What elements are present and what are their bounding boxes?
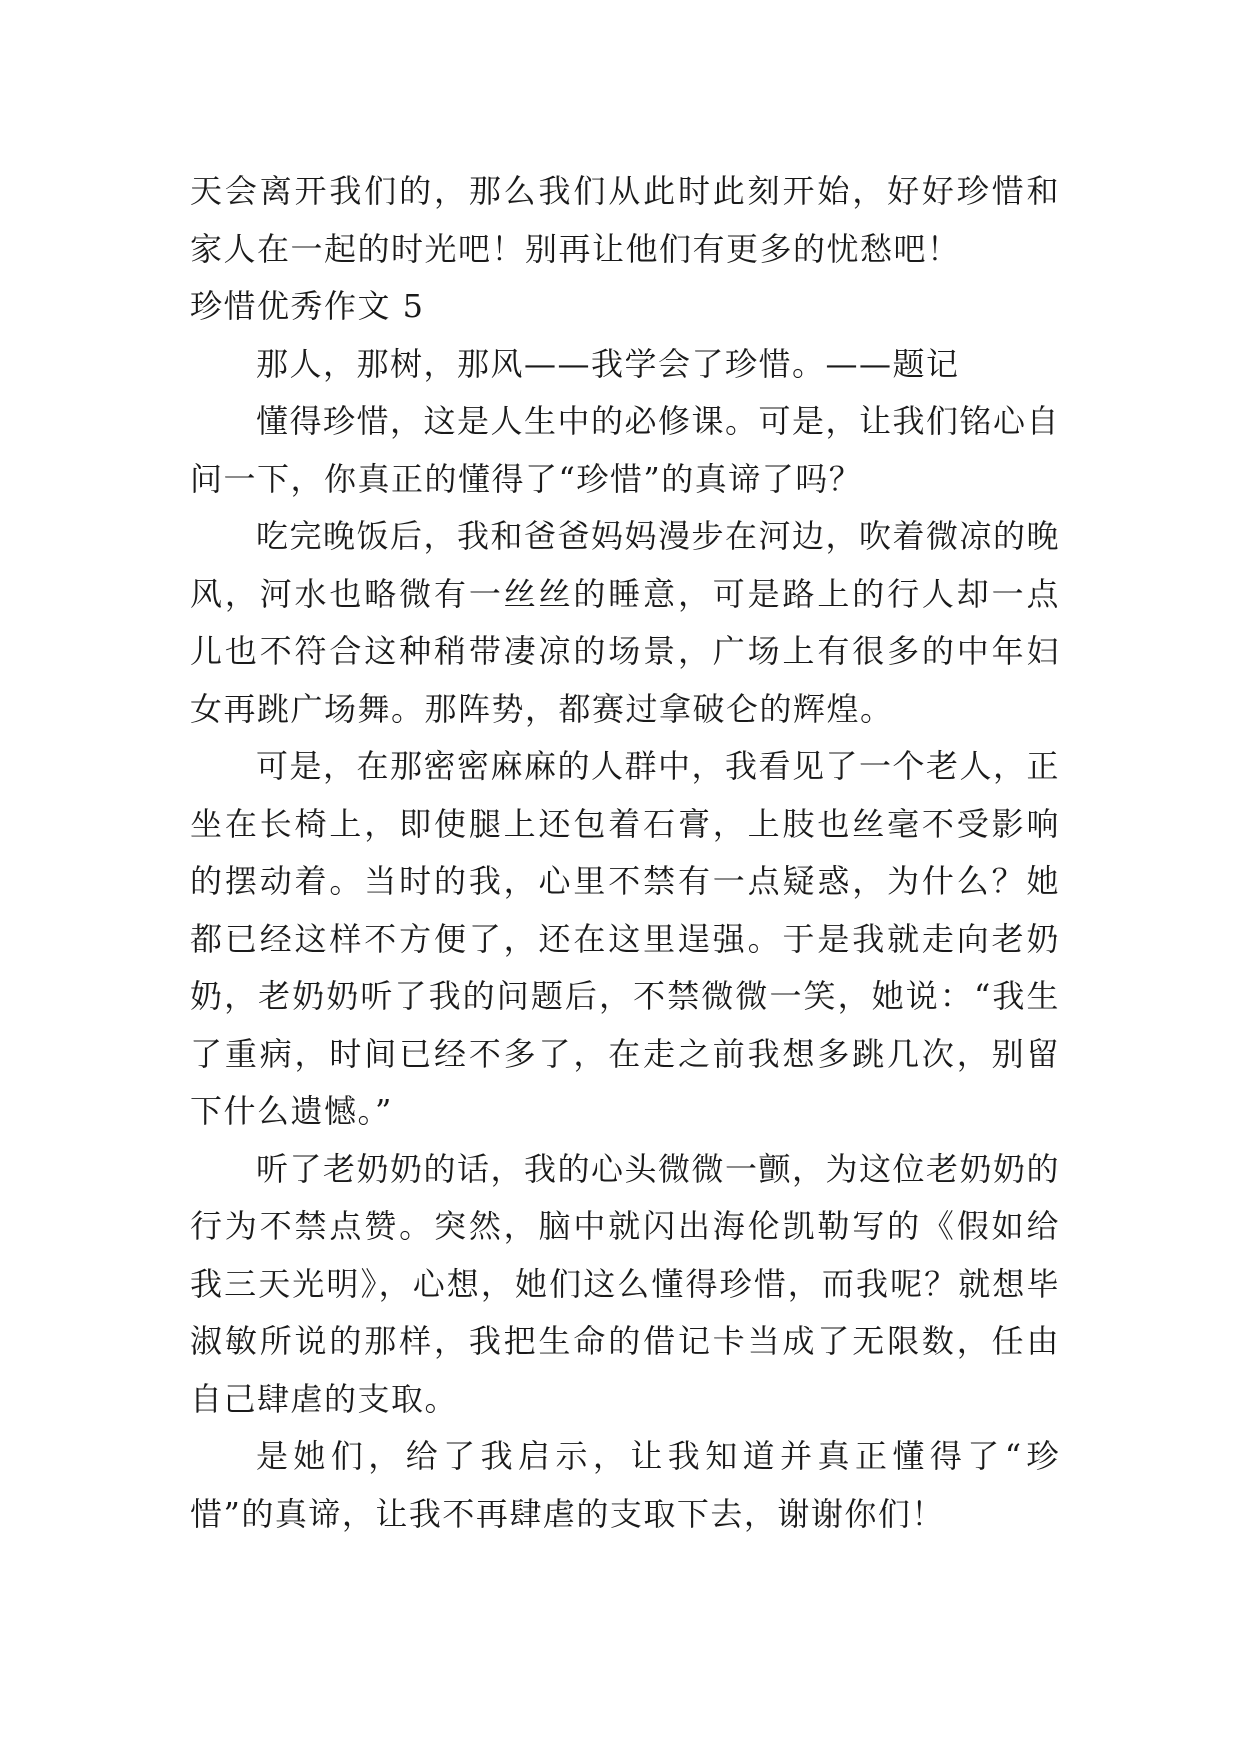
- section-heading: 珍惜优秀作文 5: [190, 287, 425, 325]
- paragraph: 可是，在那密密麻麻的人群中，我看见了一个老人，正坐在长椅上，即使腿上还包着石膏，上肢也丝毫不受影响的摆动着。当时的我，心里不禁有一点疑惑，为什么？她都已经这样不方便了，还在这里逞强。于是我就走向老奶奶，老奶奶听了我的问题后，不禁微微一笑，她说：“我生了重病，时间已经不多了，在走之前我想多跳几次，别留下什么遗憾。”: [190, 747, 1061, 1130]
- paragraph: 懂得珍惜，这是人生中的必修课。可是，让我们铭心自问一下，你真正的懂得了“珍惜”的真谛了吗？: [190, 402, 1061, 498]
- paragraph: 是她们，给了我启示，让我知道并真正懂得了“珍惜”的真谛，让我不再肆虐的支取下去，谢谢你们！: [190, 1437, 1060, 1533]
- document-body: [190, 163, 1060, 1543]
- paragraph: 听了老奶奶的话，我的心头微微一颤，为这位老奶奶的行为不禁点赞。突然，脑中就闪出海伦凯勒写的《假如给我三天光明》，心想，她们这么懂得珍惜，而我呢？就想毕淑敏所说的那样，我把生命的借记卡当成了无限数，任由自己肆虐的支取。: [190, 1149, 1061, 1418]
- paragraph: 吃完晚饭后，我和爸爸妈妈漫步在河边，吹着微凉的晚风，河水也略微有一丝丝的睡意，可是路上的行人却一点儿也不符合这种稍带凄凉的场景，广场上有很多的中年妇女再跳广场舞。那阵势，都赛过拿破仑的辉煌。: [190, 517, 1061, 728]
- paragraph-epigraph: 那人，那树，那风——我学会了珍惜。——题记: [256, 344, 960, 383]
- paragraph-continuation: 天会离开我们的，那么我们从此时此刻开始，好好珍惜和家人在一起的时光吧！别再让他们有更多的忧愁吧！: [190, 172, 1060, 268]
